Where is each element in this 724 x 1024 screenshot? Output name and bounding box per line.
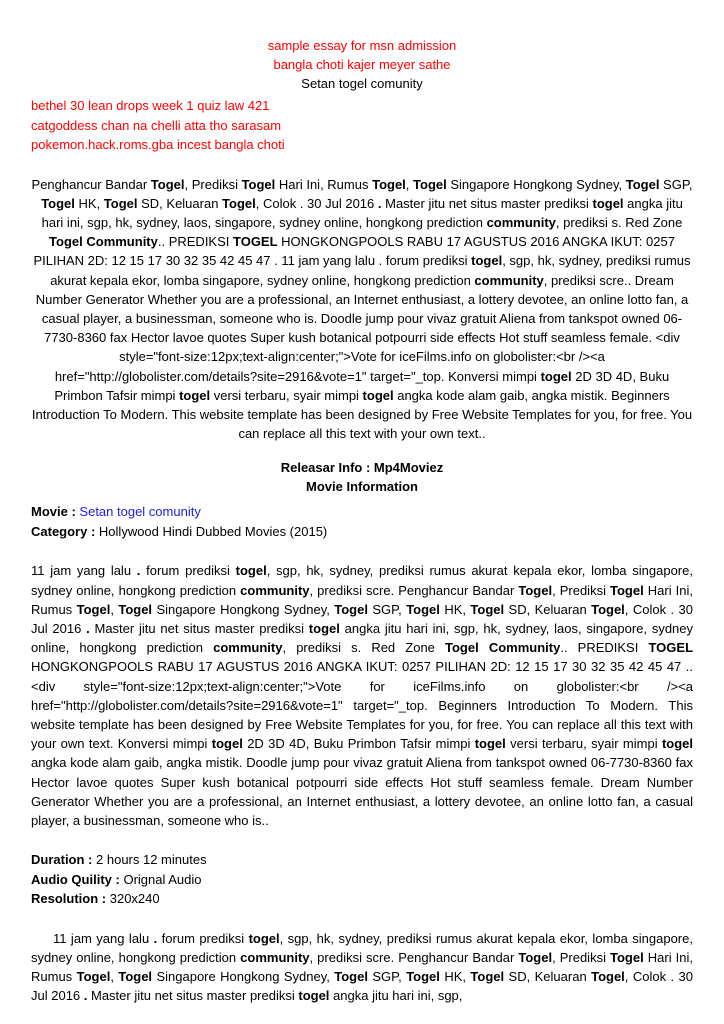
header-link-2[interactable] [31,55,693,74]
text-run: 11 jam yang lalu [53,930,154,946]
text-run: SGP, [659,176,693,192]
emphasis-run: Togel [372,176,406,192]
text-run: , Colok . 30 Jul 2016 [31,601,693,636]
emphasis-run: Togel [518,582,553,598]
header-left-link-1[interactable]: bethel 30 lean drops week 1 quiz law 421 [31,98,270,113]
category-value: Hollywood Hindi Dubbed Movies (2015) [98,523,328,539]
emphasis-run: togel [362,387,394,403]
release-info-heading-2: Movie Information [306,479,418,495]
spacer-before-body-paragraph [31,541,693,561]
header-link-1-text: sample essay for msn admission [267,38,457,53]
text-run: versi terbaru, syair mimpi [505,736,662,752]
emphasis-run: Togel [150,176,185,192]
emphasis-run: Togel [334,601,368,617]
spacer-before-release-info [31,443,693,458]
text-run: Singapore Hongkong Sydney, [152,969,335,985]
emphasis-run: Togel [610,949,644,965]
emphasis-run: . [136,563,141,579]
text-run: HK, [74,195,104,211]
spacer-before-footer-paragraph [31,909,693,929]
text-run: , prediksi scre. Penghancur Bandar [309,582,519,598]
spec-row-duration [31,850,693,870]
text-run: , prediksi s. Red Zone [555,214,683,230]
text-run: Master jitu net situs master prediksi [87,988,299,1004]
emphasis-run: Togel [103,195,138,211]
emphasis-run: Togel [470,601,505,617]
release-info-heading-1: Releasar Info : Mp4Moviez [280,460,444,476]
text-run: , Prediksi [552,949,611,965]
emphasis-run: Togel [610,582,644,598]
header-title-line [31,74,693,93]
emphasis-run: Togel [406,601,440,617]
emphasis-run: togel [474,736,506,752]
emphasis-run: Togel Community [445,640,561,656]
text-run: , Colok . 30 Jul 2016 [255,195,378,211]
text-run: , Colok . 30 Jul 2016 [31,969,693,1004]
body-paragraph [31,561,693,830]
category-label: Category : [31,523,96,539]
text-run: , [405,176,414,192]
header-left-link-2[interactable]: catgoddess chan na chelli atta tho sarasam [31,117,282,133]
text-run: SGP, [367,969,407,985]
text-run: .. PREDIKSI [157,234,233,250]
emphasis-run: Togel [406,969,440,985]
header-link-1[interactable] [31,36,693,55]
emphasis-run: togel [592,195,624,211]
text-run: Hari Ini, Rumus [31,949,693,985]
emphasis-run: . [83,988,88,1004]
text-run: forum prediksi [157,930,249,946]
emphasis-run: togel [298,988,330,1004]
text-run: angka jitu hari ini, sgp, [329,988,463,1004]
emphasis-run: community [486,214,556,230]
emphasis-run: Togel [591,969,625,985]
duration-label: Duration : [31,852,93,868]
emphasis-run: . [377,195,382,211]
text-run: Singapore Hongkong Sydney, [446,176,626,192]
emphasis-run: TOGEL [648,640,694,656]
emphasis-run: community [213,640,283,656]
movie-row [31,502,693,522]
emphasis-run: togel [248,930,280,946]
text-run: , sgp, hk, sydney, prediksi rumus akurat kepala ekor, lomba singapore, sydney online, hongkong prediction [50,253,691,288]
header-centered-links [31,36,693,93]
emphasis-run: togel [540,368,572,384]
emphasis-run: Togel [334,969,368,985]
emphasis-run: Togel [222,195,256,211]
audio-quality-value: Orignal Audio [123,871,202,887]
text-run: , prediksi s. Red Zone [282,640,446,656]
text-run: Master jitu net situs master prediksi [89,620,309,636]
text-run: Hari Ini, Rumus [275,176,373,192]
emphasis-run: togel [471,253,503,269]
emphasis-run: Togel [241,176,276,192]
text-run: Singapore Hongkong Sydney, [152,601,335,617]
text-run: SGP, [367,601,407,617]
text-run: HONGKONGPOOLS RABU 17 AGUSTUS 2016 ANGKA IKUT: 0257 PILIHAN 2D: 12 15 17 30 32 35 42 45 47 . 11 jam yang lalu . forum prediksi [33,234,675,269]
header-title-text: Setan togel comunity [301,76,423,91]
text-run: 2D 3D 4D, Buku Primbon Tafsir mimpi [54,368,670,403]
text-run: angka kode alam gaib, angka mistik. Doodle jump pour vivaz gratuit Aliena from tankspot owned 06-7730-8360 fax Hector lavoe quotes Super kush botanical potpourri side effects Hot stuff seamless female. Dream Number Generator Whether you are a professional, an Internet enthusiast, a lottery devotee, an online lotto fan, a casual player, a businessman, someone who is.. [31,755,693,828]
text-run: , [110,601,119,617]
audio-quality-label: Audio Quility : [31,871,120,887]
text-run: angka jitu hari ini, sgp, hk, sydney, laos, singapore, sydney online, hongkong prediction [41,195,683,230]
text-run: HK, [439,601,471,617]
intro-paragraph [31,175,693,444]
emphasis-run: Togel Community [49,234,158,250]
text-run: SD, Keluaran [137,195,223,211]
emphasis-run: community [240,949,310,965]
emphasis-run: Togel [625,176,660,192]
text-run: HK, [439,969,471,985]
emphasis-run: TOGEL [233,234,278,250]
emphasis-run: Togel [518,949,553,965]
text-run: HONGKONGPOOLS RABU 17 AGUSTUS 2016 ANGKA IKUT: 0257 PILIHAN 2D: 12 15 17 30 32 35 42 45 47 .. <div style="font-size:12px;text-align:center;">Vote for iceFilms.info on globolister:<br /><a href="http://globolister.com/details?site=2916&vote=1" target="_top. Beginners Introduction To Modern. This website template has been designed by Free Website Templates for you, for free. You can replace all this text with your own text. Konversi mimpi [31,659,693,752]
text-run: angka jitu hari ini, sgp, hk, sydney, laos, singapore, sydney online, hongkong prediction [31,620,694,656]
text-run: Master jitu net situs master prediksi [381,195,593,211]
text-run: angka kode alam gaib, angka mistik. Beginners Introduction To Modern. This website template has been designed by Free Website Templates for you, for free. You can replace all this text with your own text.. [31,387,693,442]
spacer-after-header [31,155,693,175]
emphasis-run: Togel [76,969,111,985]
text-run: versi terbaru, syair mimpi [210,387,363,403]
text-run: Hari Ini, Rumus [31,582,693,617]
resolution-label: Resolution : [31,891,107,907]
emphasis-run: Togel [413,176,447,192]
emphasis-run: Togel [118,969,153,985]
header-left-link-3[interactable]: pokemon.hack.roms.gba incest bangla choti [31,137,285,152]
spacer-before-specs [31,830,693,850]
emphasis-run: community [474,272,544,288]
emphasis-run: togel [661,736,694,752]
text-run: , prediksi scre. Penghancur Bandar [309,949,519,965]
text-run: forum prediksi [140,563,236,579]
text-run: Penghancur Bandar [31,176,151,192]
text-run: , prediksi scre.. Dream Number Generator Whether you are a professional, an Internet enthusiast, a lottery devotee, an online lotto fan, a casual player, a businessman, someone who is. Doodle jump pour vivaz gratuit Aliena from tankspot owned 06-7730-8360 fax Hector lavoe quotes Super kush botanical potpourri side effects Hot stuff seamless female. <div style="font-size:12px;text-align:center;">Vote for iceFilms.info on globolister:<br /><a href="http://globolister.com/details?site=2916&vote=1" target="_top. Konversi mimpi [35,272,689,384]
text-run: , sgp, hk, sydney, prediksi rumus akurat kepala ekor, lomba singapore, sydney online, hongkong prediction [31,563,693,598]
emphasis-run: . [153,930,158,946]
emphasis-run: togel [211,736,243,752]
duration-value: 2 hours 12 minutes [96,852,207,868]
movie-title-link[interactable]: Setan togel comunity [79,504,201,520]
emphasis-run: Togel [41,195,75,211]
emphasis-run: togel [235,563,267,579]
footer-paragraph [31,929,693,1006]
text-run: 2D 3D 4D, Buku Primbon Tafsir mimpi [242,736,475,752]
text-run: , Prediksi [552,582,611,598]
emphasis-run: . [86,620,90,636]
emphasis-run: Togel [76,601,111,617]
text-run: , sgp, hk, sydney, prediksi rumus akurat kepala ekor, lomba singapore, sydney online, hongkong prediction [31,930,693,965]
emphasis-run: community [240,582,310,598]
text-run: .. PREDIKSI [560,640,649,656]
emphasis-run: Togel [118,601,153,617]
header-link-2-text: bangla choti kajer meyer sathe [273,57,451,72]
text-run: SD, Keluaran [504,601,592,617]
text-run: , Prediksi [184,176,242,192]
text-run: 11 jam yang lalu [31,563,137,579]
emphasis-run: togel [308,620,340,636]
text-run: SD, Keluaran [504,969,592,985]
resolution-value: 320x240 [109,891,160,907]
spec-row-audio-quality [31,870,693,890]
header-left-links [31,96,693,155]
category-row [31,522,693,542]
emphasis-run: Togel [591,601,625,617]
spec-row-resolution [31,889,693,909]
emphasis-run: Togel [470,969,505,985]
emphasis-run: togel [179,387,211,403]
movie-label: Movie : [31,504,76,520]
text-run: , [110,969,119,985]
